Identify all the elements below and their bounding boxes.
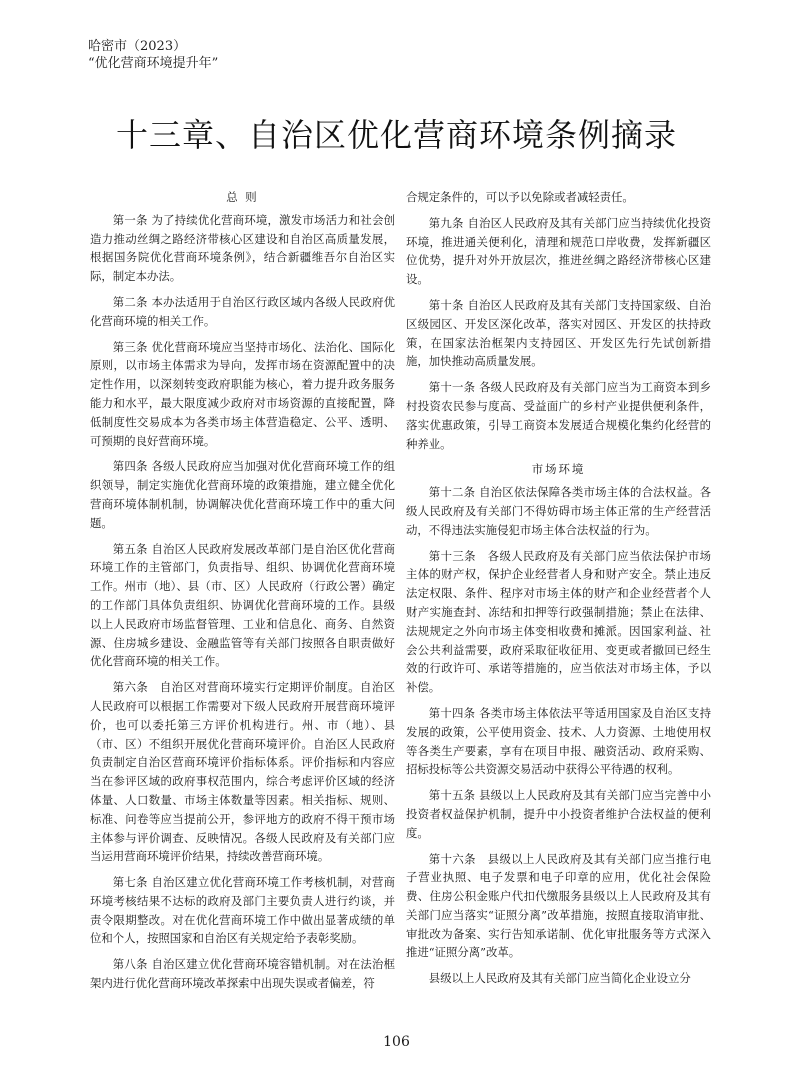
article-paragraph: 第五条 自治区人民政府发展改革部门是自治区优化营商环境工作的主管部门，负责指导、组织、协调优化营商环境工作。州市（地）、县（市、区）人民政府（行政公署）确定的工作部门具体负责组织、协调优化营商环境的工作。县级以上人民政府市场监督管理、工业和信息化、商务、自然资源、住房城乡建设、金融监管等有关部门按照各自职责做好优化营商环境的相关工作。 — [90, 541, 395, 669]
header-city-year: 哈密市（2023） — [88, 39, 187, 54]
section-heading-market: 市场环境 — [531, 462, 586, 477]
article-paragraph: 第二条 本办法适用于自治区行政区域内各级人民政府优化营商环境的相关工作。 — [90, 294, 395, 328]
article-paragraph: 第三条 优化营商环境应当坚持市场化、法治化、国际化原则，以市场主体需求为导向，发挥市场在资源配置中的决定性作用，以深刻转变政府职能为核心，着力提升政务服务能力和水平，最大限度减少政府对市场资源的直接配置，降低制度性交易成本为各类市场主体营造稳定、公平、透明、可预期的良好营商环境。 — [90, 339, 395, 448]
article-paragraph: 第七条 自治区建立优化营商环境工作考核机制，对营商环境考核结果不达标的政府及部门主要负责人进行约谈，并责令限期整改。对在优化营商环境工作中做出显著成绩的单位和个人，按照国家和自治区有关规定给予表彰奖励。 — [90, 875, 395, 946]
article-paragraph: 第一条 为了持续优化营商环境，激发市场活力和社会创造力推动丝绸之路经济带核心区建设和自治区高质量发展，根据国务院优化营商环境条例》，结合新疆维吾尔自治区实际，制定本办法。 — [90, 212, 395, 284]
article-paragraph: 县级以上人民政府及其有关部门应当简化企业设立分 — [428, 971, 691, 986]
article-paragraph: 第十二条 自治区依法保障各类市场主体的合法权益。各级人民政府及有关部门不得妨碍市场主体正常的生产经营活动，不得违法实施侵犯市场主体合法权益的行为。 — [406, 485, 711, 537]
article-paragraph: 第十一条 各级人民政府及有关部门应当为工商资本到乡村投资农民参与度高、受益面广的乡村产业提供便利条件，落实优惠政策，引导工商资本发展适合规模化集约化经营的种养业。 — [406, 380, 711, 451]
article-paragraph: 第八条 自治区建立优化营商环境容错机制。对在法治框架内进行优化营商环境改革探索中出现失误或者偏差，符 — [90, 957, 395, 991]
document-header — [88, 38, 218, 72]
right-column — [406, 188, 711, 995]
article-paragraph: 第四条 各级人民政府应当加强对优化营商环境工作的组织领导，制定实施优化营商环境的政策措施，建立健全优化营商环境体制机制，协调解决优化营商环境工作中的重大问题。 — [90, 459, 395, 530]
article-paragraph: 第十三条 各级人民政府及有关部门应当依法保护市场主体的财产权，保护企业经营者人身和财产安全。禁止违反法定权限、条件、程序对市场主体的财产和企业经营者个人财产实施查封、冻结和扣押等行政强制措施；禁止在法律、法规规定之外向市场主体变相收费和摊派。因国家利益、社会公共利益需要，政府采取征收征用、变更或者撤回已经生效的行政许可、承诺等措施的，应当依法对市场主体，予以补偿。 — [406, 548, 711, 695]
article-paragraph: 第十五条 县级以上人民政府及其有关部门应当完善中小投资者权益保护机制，提升中小投资者维护合法权益的便利度。 — [406, 788, 711, 840]
section-heading-general: 总 则 — [226, 190, 259, 204]
continued-paragraph: 合规定条件的，可以予以免除或者减轻责任。 — [406, 190, 634, 204]
article-paragraph: 第十四条 各类市场主体依法平等适用国家及自治区支持发展的政策，公平使用资金、技术、人力资源、土地使用权等各类生产要素，享有在项目申报、融资活动、政府采购、招标投标等公共资源交易活动中获得公平待遇的权利。 — [406, 705, 711, 777]
header-campaign: “优化营商环境提升年” — [88, 56, 219, 71]
article-paragraph: 第九条 自治区人民政府及其有关部门应当持续优化投资环境，推进通关便利化，清理和规范口岸收费，发挥新疆区位优势，提升对外开放层次，推进丝绸之路经济带核心区建设。 — [406, 215, 711, 287]
article-paragraph: 第十六条 县级以上人民政府及其有关部门应当推行电子营业执照、电子发票和电子印章的应用，优化社会保险费、住房公积金账户代扣代缴服务县级以上人民政府及其有关部门应当落实“证照分离”改革措施，按照直接取消审批、审批改为备案、实行告知承诺制、优化审批服务等方式深入推进“证照分离”改革。 — [406, 851, 711, 960]
left-column — [90, 188, 395, 1000]
article-paragraph: 第六条 自治区对营商环境实行定期评价制度。自治区人民政府可以根据工作需要对下级人民政府开展营商环境评价，也可以委托第三方评价机构进行。州、市（地）、县（市、区）不组织开展优化营商环境评价。自治区人民政府负责制定自治区营商环境评价指标体系。评价指标和内容应当在参评区域的政府事权范围内，综合考虑评价区域的经济体量、人口数量、市场主体数量等因素。相关指标、规则、标准、问卷等应当提前公开，参评地方的政府不得干预市场主体参与评价调查、反映情况。各级人民政府及有关部门应当运用营商环境评价结果，持续改善营商环境。 — [90, 680, 395, 864]
chapter-title: 十三章、自治区优化营商环境条例摘录 — [115, 116, 677, 154]
article-paragraph: 第十条 自治区人民政府及其有关部门支持国家级、自治区级园区、开发区深化改革，落实对园区、开发区的扶持政策，在国家法治框架内支持园区、开发区先行先试创新措施，加快推动高质量发展。 — [406, 297, 711, 369]
page-number: 106 — [383, 1034, 410, 1050]
